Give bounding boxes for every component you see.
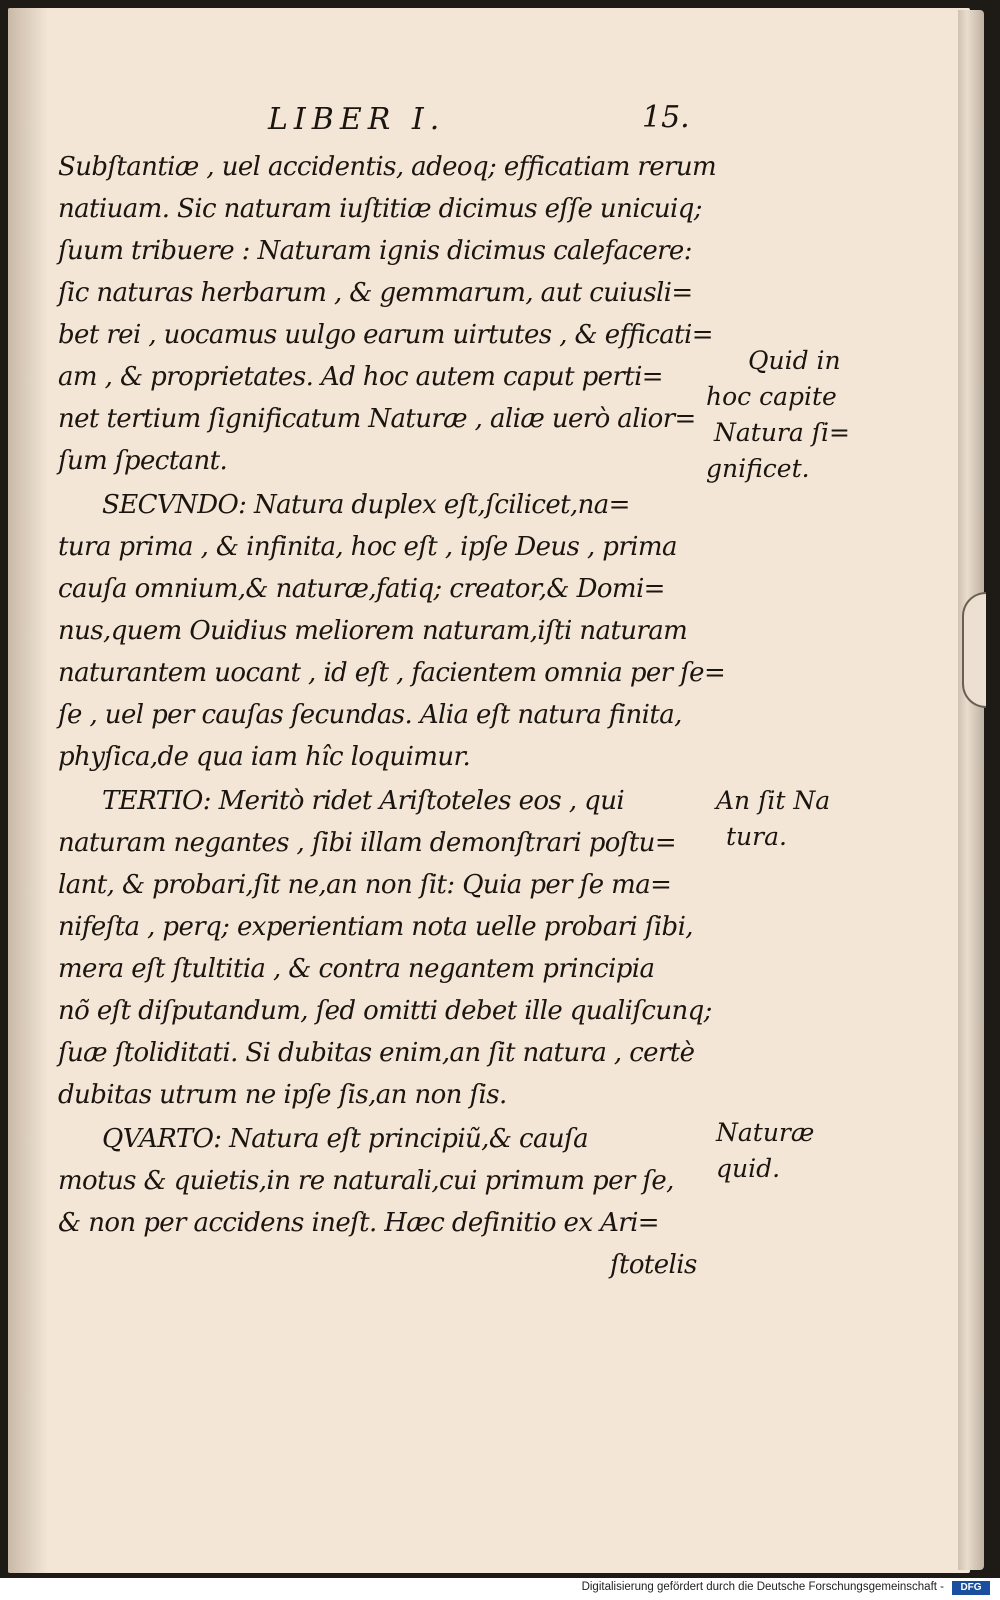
text-line: ſe , uel per cauſas ſecundas. Alia eſt natura finita,: [58, 700, 682, 730]
text-line: bet rei , uocamus uulgo earum uirtutes , & efficati=: [58, 320, 713, 350]
text-line: & non per accidens ineſt. Hæc definitio ex Ari=: [58, 1208, 659, 1238]
running-head: LIBER I.: [268, 102, 446, 137]
text-line: nõ eſt diſputandum, ſed omitti debet ille qualiſcunq;: [58, 996, 712, 1026]
margin-note-line: hoc capite: [706, 382, 837, 411]
section-tertio-line: TERTIO: Meritò ridet Ariſtoteles eos , qui: [102, 786, 625, 816]
text-line: ſic naturas herbarum , & gemmarum, aut cuiusli=: [58, 278, 693, 308]
text-line: mera eſt ſtultitia , & contra negantem principia: [58, 954, 655, 984]
page-number: 15.: [642, 100, 690, 135]
text-line: naturam negantes , ſibi illam demonſtrari poſtu=: [58, 828, 677, 858]
text-line: Subſtantiæ , uel accidentis, adeoq; efficatiam rerum: [58, 152, 717, 182]
margin-note-line: An ſit Na: [716, 786, 831, 815]
text-line: natiuam. Sic naturam iuſtitiæ dicimus eſſe unicuiq;: [58, 194, 702, 224]
margin-note-line: quid.: [716, 1154, 781, 1183]
margin-note-line: Natura ſi=: [714, 418, 850, 447]
section-quarto-line: QVARTO: Natura eſt principiũ,& cauſa: [102, 1124, 588, 1154]
footer-bar: [0, 1578, 1000, 1600]
text-line: net tertium ſignificatum Naturæ , aliæ uerò alior=: [58, 404, 696, 434]
footer-credit: Digitalisierung gefördert durch die Deutsche Forschungsgemeinschaft -: [581, 1581, 944, 1593]
text-line: dubitas utrum ne ipſe ſis,an non ſis.: [58, 1080, 507, 1110]
text-line: tura prima , & infinita, hoc eſt , ipſe Deus , prima: [58, 532, 677, 562]
margin-note-line: gnificet.: [706, 454, 810, 483]
text-line: motus & quietis,in re naturali,cui primum per ſe,: [58, 1166, 674, 1196]
gutter-shadow: [8, 8, 48, 1573]
text-line: ſum ſpectant.: [58, 446, 228, 476]
text-line: lant, & probari,ſit ne,an non ſit: Quia per ſe ma=: [58, 870, 672, 900]
catchword: ſtotelis: [610, 1250, 697, 1280]
text-line: am , & proprietates. Ad hoc autem caput perti=: [58, 362, 663, 392]
text-line: phyſica,de qua iam hîc loquimur.: [58, 742, 471, 772]
text-line: nifeſta , perq; experientiam nota uelle probari ſibi,: [58, 912, 693, 942]
text-line: ſuæ ſtoliditati. Si dubitas enim,an ſit natura , certè: [58, 1038, 695, 1068]
margin-note-line: Naturæ: [716, 1118, 815, 1147]
text-line: nus,quem Ouidius meliorem naturam,iſti naturam: [58, 616, 688, 646]
dfg-logo-icon: DFG: [952, 1581, 990, 1595]
text-line: ſuum tribuere : Naturam ignis dicimus calefacere:: [58, 236, 692, 266]
text-line: naturantem uocant , id eſt , facientem omnia per ſe=: [58, 658, 726, 688]
page-edge: [958, 10, 984, 1570]
margin-note-line: tura.: [726, 822, 787, 851]
text-line: cauſa omnium,& naturæ,fatiq; creator,& Domi=: [58, 574, 665, 604]
section-secundo-line: SECVNDO: Natura duplex eſt,ſcilicet,na=: [102, 490, 630, 520]
page-tab-notch: [962, 592, 986, 708]
margin-note-line: Quid in: [748, 346, 841, 375]
